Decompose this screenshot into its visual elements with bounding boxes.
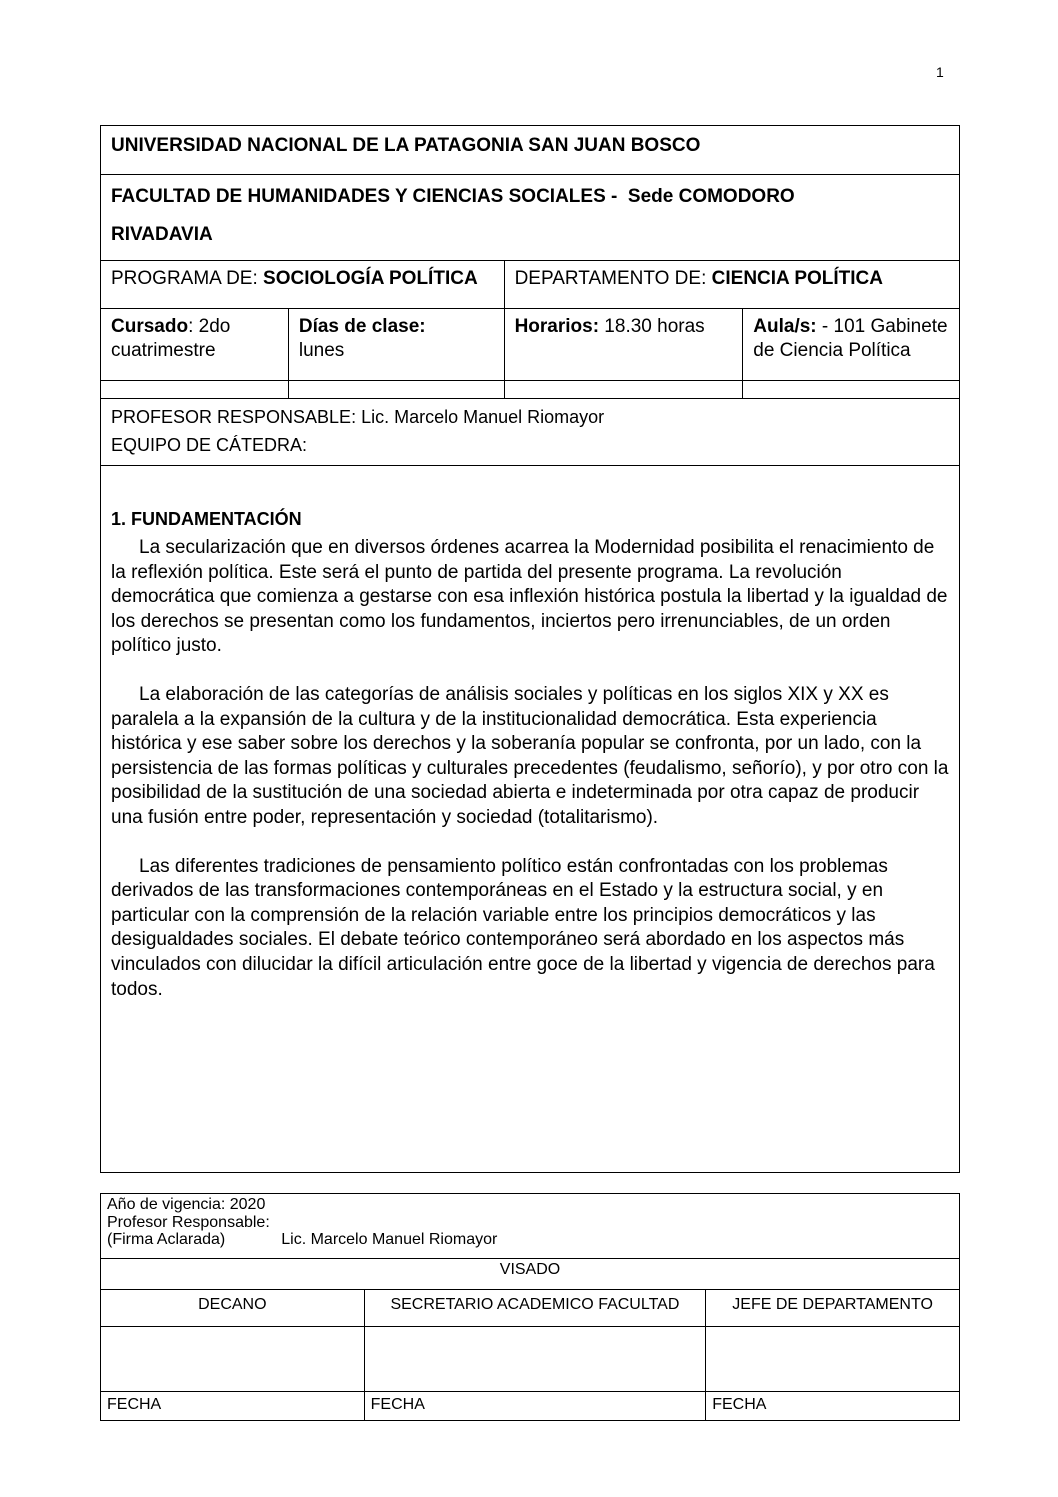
dias-cell <box>288 309 504 381</box>
programa-label: PROGRAMA DE: <box>111 268 264 289</box>
firma-line <box>107 1231 953 1249</box>
empty-cell <box>743 381 960 399</box>
visado-table <box>100 1193 960 1421</box>
programa-cell <box>101 261 505 309</box>
dias-value: lunes <box>298 340 345 361</box>
jefe-header: JEFE DE DEPARTAMENTO <box>706 1290 960 1327</box>
horarios-label: Horarios: <box>514 316 600 337</box>
vigencia: Año de vigencia: 2020 <box>107 1196 266 1213</box>
horarios-value: 18.30 horas <box>599 316 705 337</box>
paragraph: Las diferentes tradiciones de pensamiento político están confrontadas con los problemas derivados de las transformaciones contemporáneas en el Estado y la estructura social, y en particular con la comprensión de la relación variable entre los principios democráticos y las desigualdades sociales. El debate teórico contemporáneo será abordado en los aspectos más vinculados con dilucidar la difícil articulación entre goce de la libertad y vigencia de derechos para todos. <box>111 855 935 1000</box>
firma-label: (Firma Aclarada) <box>107 1231 226 1248</box>
aula-value: - 101 Gabinete de Ciencia Política <box>753 316 953 361</box>
university-name: UNIVERSIDAD NACIONAL DE LA PATAGONIA SAN JUAN BOSCO <box>101 126 960 175</box>
signature-cell <box>706 1327 960 1392</box>
fecha-cell: FECHA <box>706 1392 960 1421</box>
paragraph: La secularización que en diversos órdenes acarrea la Modernidad posibilita el renacimiento de la reflexión política. Este será el punto de partida del presente programa. La revolución democrática que comienza a gestarse con esa inflexión histórica postula la libertad y la igualdad de los derechos se presentan como los fundamentos, inciertos pero irrenunciables, de un orden político justo. <box>111 537 948 657</box>
cursado-cell <box>101 309 289 381</box>
empty-cell <box>288 381 504 399</box>
profesor-label: Profesor Responsable: <box>107 1213 270 1231</box>
departamento-label: DEPARTAMENTO DE: <box>514 268 712 289</box>
empty-cell <box>504 381 743 399</box>
faculty-line-2: RIVADAVIA <box>111 224 213 245</box>
decano-header: DECANO <box>101 1290 365 1327</box>
signature-cell <box>364 1327 706 1392</box>
aula-cell <box>743 309 960 381</box>
equipo-catedra: EQUIPO DE CÁTEDRA: <box>111 435 308 455</box>
programa-value: SOCIOLOGÍA POLÍTICA <box>263 268 478 289</box>
faculty-line-1: FACULTAD DE HUMANIDADES Y CIENCIAS SOCIALES - Sede COMODORO <box>111 186 795 207</box>
departamento-cell <box>504 261 959 309</box>
fundamentacion-section <box>101 466 960 1173</box>
aula-label: Aula/s: <box>753 316 817 337</box>
faculty-name <box>101 175 960 261</box>
paragraph: La elaboración de las categorías de análisis sociales y políticas en los siglos XIX y XX es paralela a la expansión de la cultura y de la institucionalidad democrática. Esta experiencia histórica y ese saber sobre los derechos y la soberanía popular se confronta, por un lado, con la persistencia de las formas políticas y culturales precedentes (feudalismo, señorío), y por otro con la posibilidad de la sustitución de una sociedad abierta e indeterminada por otra capaz de producir una fusión entre poder, representación y sociedad (totalitarismo). <box>111 683 949 828</box>
fecha-cell: FECHA <box>101 1392 365 1421</box>
cursado-value: : 2do cuatrimestre <box>111 316 231 361</box>
fundamentacion-heading: 1. FUNDAMENTACIÓN <box>111 509 302 529</box>
fecha-cell: FECHA <box>364 1392 706 1421</box>
cursado-label: Cursado <box>111 316 189 337</box>
page-number: 1 <box>936 64 944 80</box>
profesor-responsable: PROFESOR RESPONSABLE: Lic. Marcelo Manuel Riomayor <box>111 407 605 427</box>
empty-cell <box>101 381 289 399</box>
secretario-header: SECRETARIO ACADEMICO FACULTAD <box>364 1290 706 1327</box>
visado-label: VISADO <box>101 1259 960 1290</box>
horarios-cell <box>504 309 743 381</box>
program-header-table <box>100 125 960 1173</box>
staff-cell <box>101 399 960 466</box>
dias-label: Días de clase: <box>298 316 426 337</box>
vigencia-cell <box>101 1194 960 1259</box>
departamento-value: CIENCIA POLÍTICA <box>711 268 883 289</box>
firma-name: Lic. Marcelo Manuel Riomayor <box>281 1231 498 1248</box>
signature-cell <box>101 1327 365 1392</box>
